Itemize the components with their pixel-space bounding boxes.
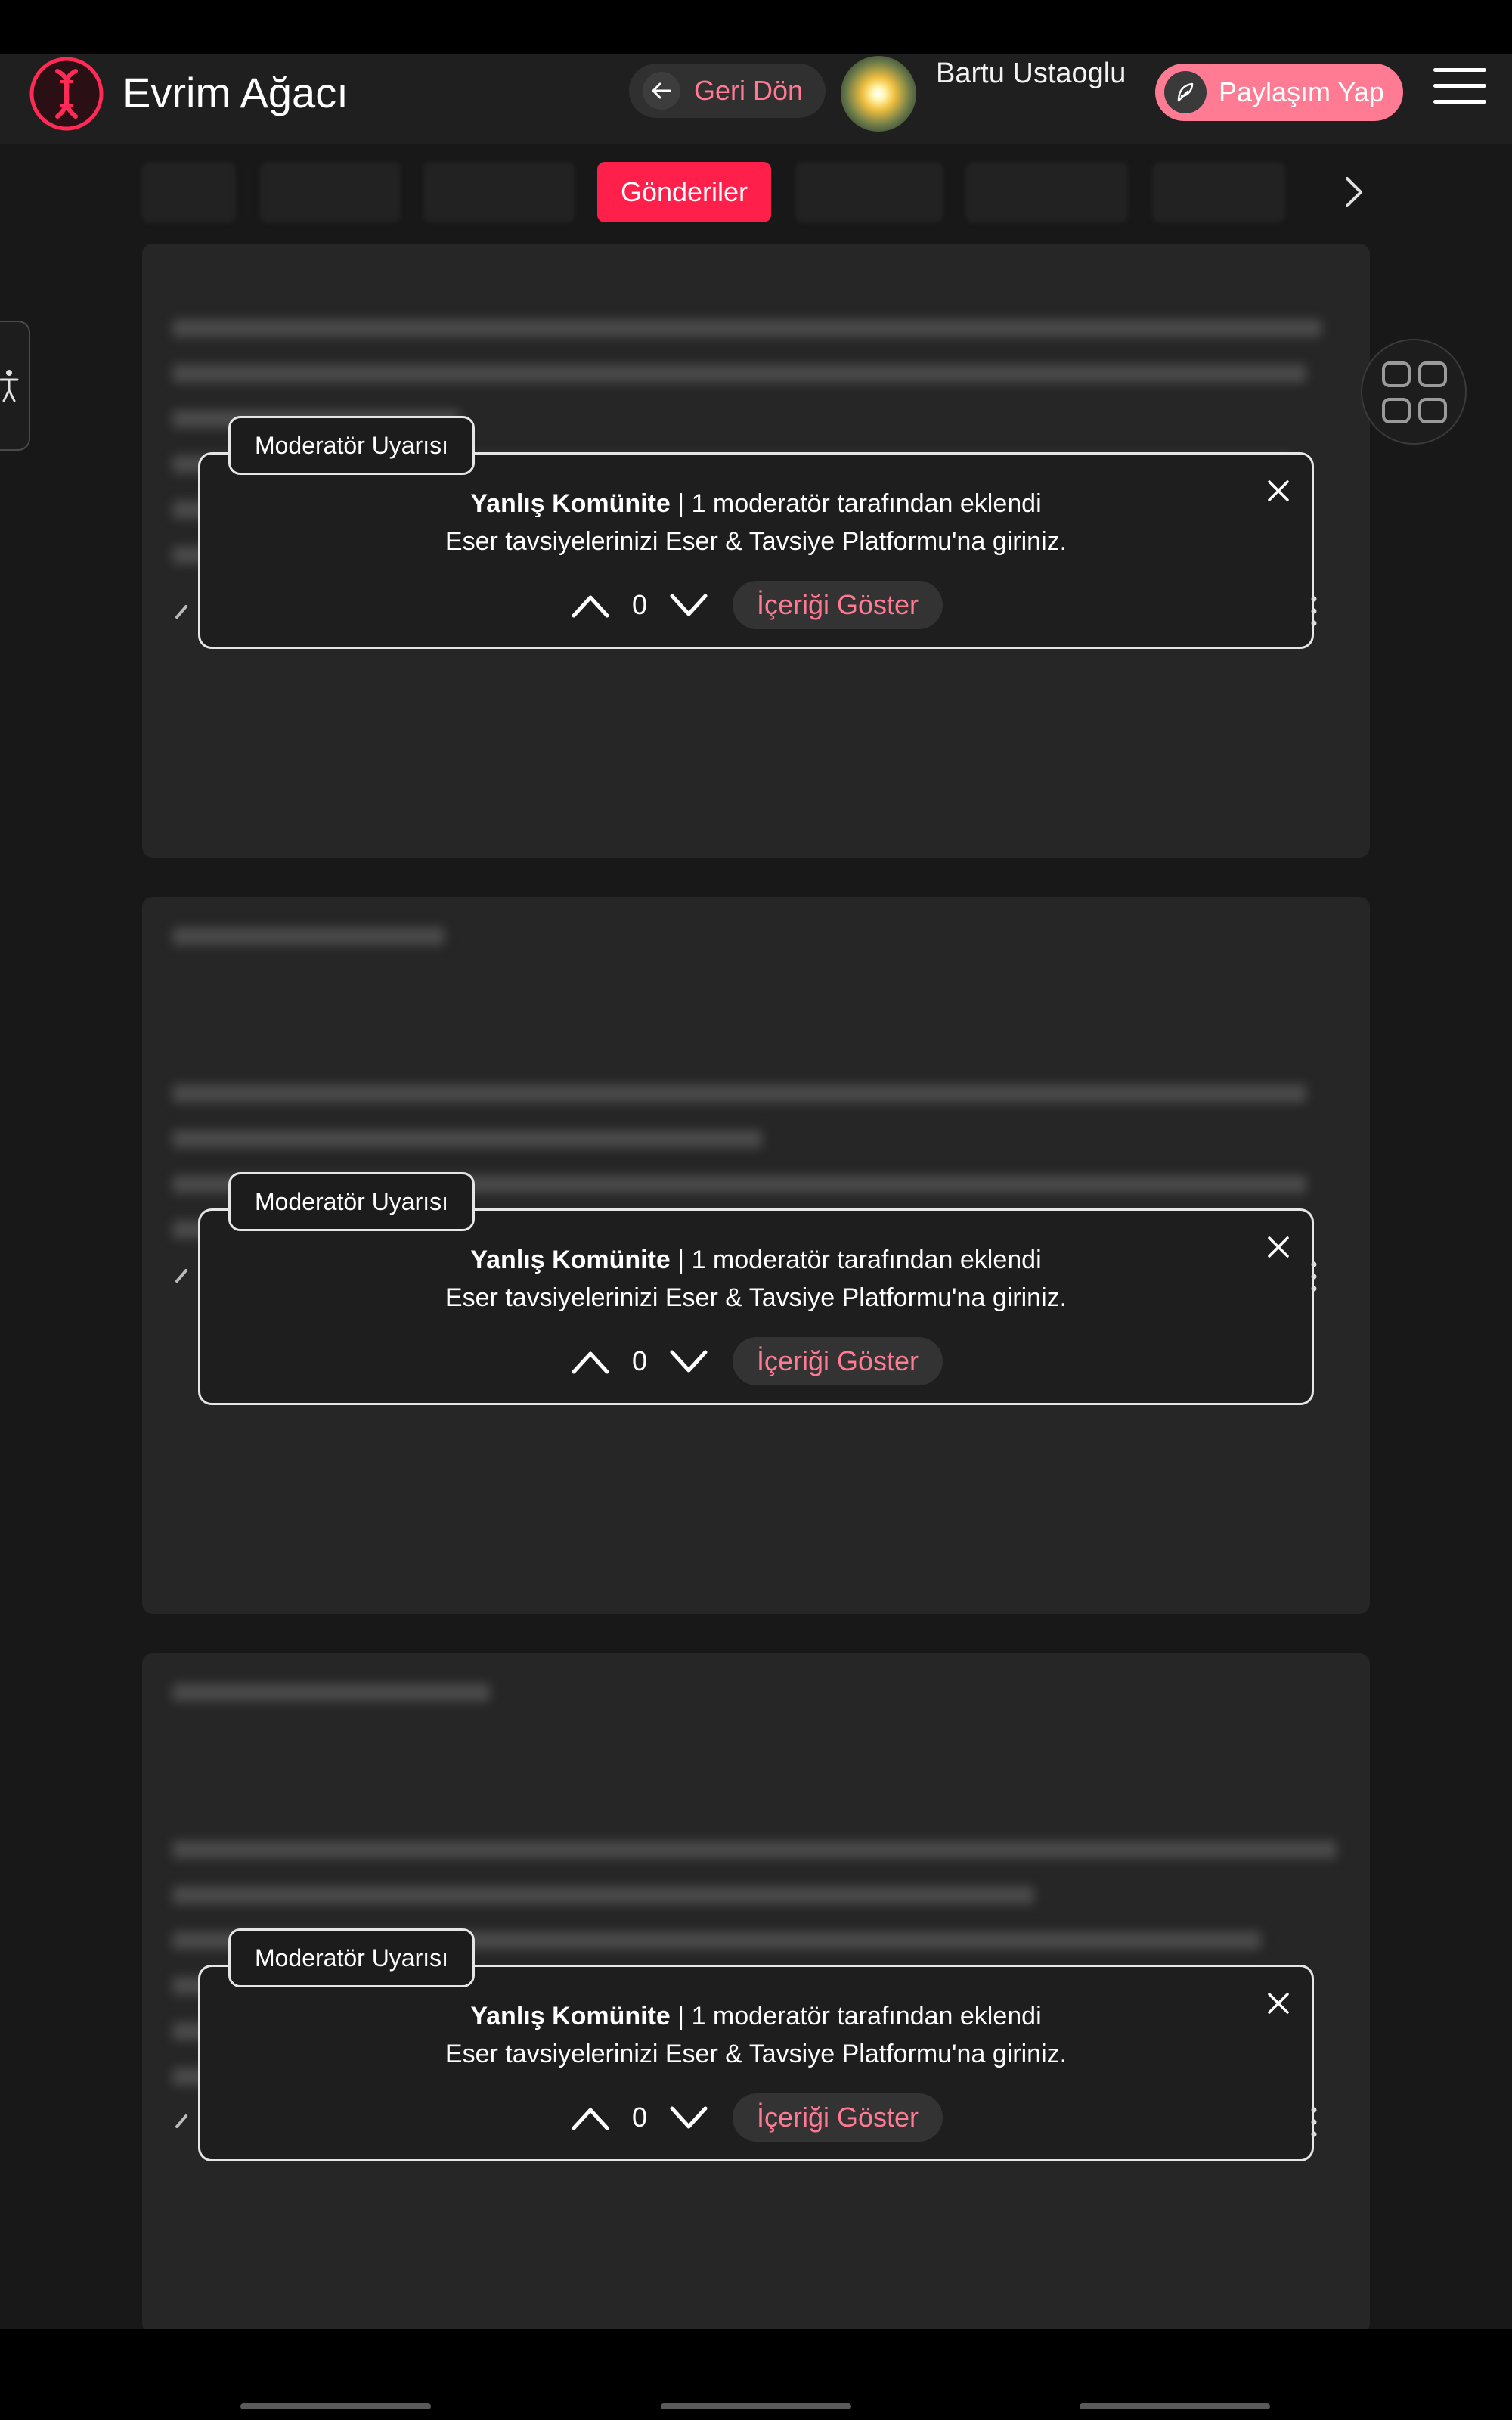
- dna-icon[interactable]: [27, 54, 106, 133]
- moderator-label: Moderatör Uyarısı: [228, 416, 475, 475]
- camera-notch: [491, 0, 1021, 53]
- back-button[interactable]: [629, 64, 826, 118]
- username[interactable]: Bartu Ustaoglu: [936, 57, 1126, 89]
- tab-placeholder[interactable]: [142, 162, 236, 222]
- feather-icon: [1164, 71, 1207, 113]
- chevron-up-icon[interactable]: [569, 2102, 612, 2133]
- moderator-label: Moderatör Uyarısı: [228, 1928, 475, 1987]
- status-bar: [0, 0, 1512, 54]
- brand-title[interactable]: Evrim Ağacı: [122, 69, 349, 116]
- warning-title: Yanlış Komünite | 1 moderatör tarafından eklendi: [470, 489, 1042, 518]
- chevron-down-icon[interactable]: [668, 1346, 710, 1376]
- moderator-warning: [198, 452, 1314, 649]
- warning-title: Yanlış Komünite | 1 moderatör tarafından eklendi: [470, 2002, 1042, 2031]
- vote-count: 0: [631, 2102, 647, 2133]
- warning-message: Eser tavsiyelerinizi Eser & Tavsiye Platformu'na giriniz.: [445, 2040, 1067, 2068]
- hamburger-icon[interactable]: [1433, 68, 1486, 113]
- chevron-down-icon[interactable]: [668, 590, 710, 620]
- vote-bar: [200, 580, 1312, 630]
- nav-handle[interactable]: [240, 2403, 431, 2409]
- avatar[interactable]: [841, 56, 916, 132]
- more-options-icon[interactable]: [1309, 2105, 1318, 2139]
- show-content-button[interactable]: İçeriği Göster: [733, 1337, 943, 1385]
- accessibility-icon[interactable]: [0, 321, 30, 451]
- chevron-right-icon[interactable]: [1331, 169, 1376, 215]
- chevron-up-icon: [175, 1264, 203, 1283]
- chevron-down-icon[interactable]: [668, 2102, 710, 2133]
- moderator-warning: [198, 1208, 1314, 1405]
- warning-message: Eser tavsiyelerinizi Eser & Tavsiye Platformu'na giriniz.: [445, 527, 1067, 556]
- moderator-label: Moderatör Uyarısı: [228, 1172, 475, 1231]
- chevron-up-icon: [175, 2110, 203, 2128]
- vote-count: 0: [631, 1345, 647, 1376]
- more-options-icon[interactable]: [1309, 1260, 1318, 1293]
- profile-tabs: [0, 144, 1512, 244]
- more-options-icon[interactable]: [1309, 594, 1318, 628]
- system-nav-bar: [0, 2329, 1512, 2420]
- nav-handle[interactable]: [661, 2403, 851, 2409]
- share-label: Paylaşım Yap: [1219, 76, 1384, 107]
- vote-bar: [200, 1336, 1312, 1386]
- chevron-up-icon: [175, 600, 203, 619]
- apps-grid-icon[interactable]: [1361, 339, 1467, 445]
- tab-placeholder[interactable]: [1152, 162, 1285, 222]
- share-button[interactable]: [1155, 64, 1403, 121]
- tab-placeholder[interactable]: [423, 162, 575, 222]
- moderator-warning: [198, 1965, 1314, 2161]
- vote-count: 0: [631, 589, 647, 620]
- show-content-button[interactable]: İçeriği Göster: [733, 2093, 943, 2142]
- arrow-left-icon: [643, 72, 680, 110]
- vote-bar: [200, 2093, 1312, 2142]
- tab-posts[interactable]: Gönderiler: [597, 162, 771, 222]
- tab-placeholder[interactable]: [260, 162, 401, 222]
- nav-handle[interactable]: [1080, 2403, 1270, 2409]
- app-header: [0, 54, 1512, 145]
- warning-message: Eser tavsiyelerinizi Eser & Tavsiye Platformu'na giriniz.: [445, 1283, 1067, 1312]
- warning-title: Yanlış Komünite | 1 moderatör tarafından eklendi: [470, 1246, 1042, 1274]
- chevron-up-icon[interactable]: [569, 590, 612, 620]
- show-content-button[interactable]: İçeriği Göster: [733, 581, 943, 629]
- tab-placeholder[interactable]: [795, 162, 943, 222]
- back-label: Geri Dön: [694, 75, 804, 106]
- chevron-up-icon[interactable]: [569, 1346, 612, 1376]
- tab-placeholder[interactable]: [966, 162, 1128, 222]
